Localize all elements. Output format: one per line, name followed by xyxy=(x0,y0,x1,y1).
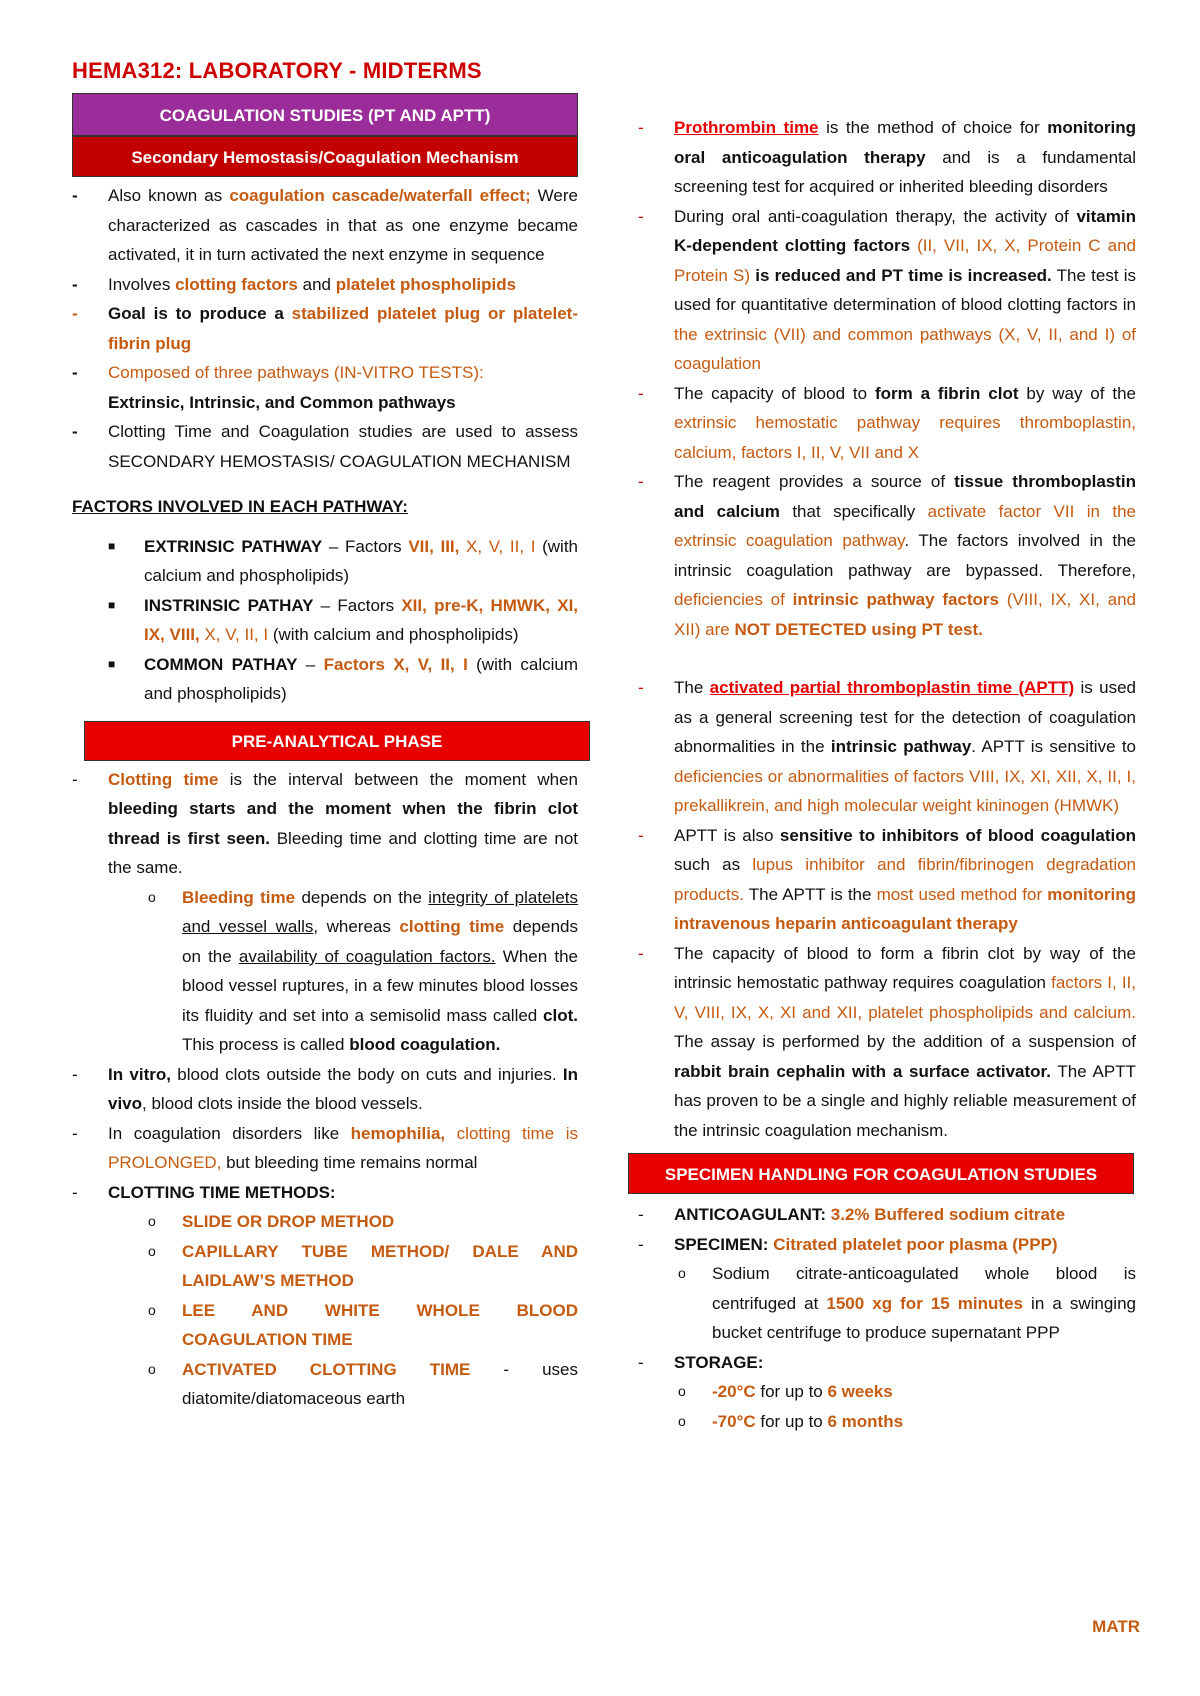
list-item: - STORAGE: xyxy=(638,1352,764,1372)
method-item: o LEE AND WHITE WHOLE BLOOD COAGULATION TIME xyxy=(148,1300,578,1349)
list-item: - The reagent provides a source of tissue thromboplastin and calcium that specifically activate factor VII in the extrinsic coagulation pathway. The factors involved in the intrinsic coagulation pathway are bypassed. Therefore, deficiencies of intrinsic pathway factors (VIII, IX, XI, and XII) are NOT DETECTED using PT test. xyxy=(638,472,1137,639)
list-item: - Composed of three pathways (IN-VITRO TESTS): Extrinsic, Intrinsic, and Common pathways xyxy=(72,363,484,412)
banner-secondary-hemostasis: Secondary Hemostasis/Coagulation Mechanism xyxy=(72,136,578,177)
banner-pre-analytical: PRE-ANALYTICAL PHASE xyxy=(84,721,590,761)
left-column xyxy=(72,93,578,1414)
list-item: - During oral anti-coagulation therapy, the activity of vitamin K-dependent clotting factors (II, VII, IX, X, Protein C and Protein S) is reduced and PT time is increased. The test is used for quantitative determination of blood clotting factors in the extrinsic (VII) and common pathways (X, V, II, and I) of coagulation xyxy=(638,206,1136,373)
sub-item: o Bleeding time depends on the integrity of platelets and vessel walls, whereas clotting time depends on the availability of coagulation factors. When the blood vessel ruptures, in a few minutes blood losses its fluidity and set into a semisolid mass called clot. This process is called blood coagulation. xyxy=(148,887,578,1054)
method-item: o CAPILLARY TUBE METHOD/ DALE AND LAIDLAW’S METHOD xyxy=(148,1241,578,1290)
list-item: - Clotting time is the interval between the moment when bleeding starts and the moment when the fibrin clot thread is first seen. Bleeding time and clotting time are not the same. xyxy=(72,769,579,877)
list-item: - Clotting Time and Coagulation studies are used to assess SECONDARY HEMOSTASIS/ COAGULATION MECHANISM xyxy=(72,422,578,471)
document-title: HEMA312: LABORATORY - MIDTERMS xyxy=(72,58,482,83)
factors-heading: FACTORS INVOLVED IN EACH PATHWAY: xyxy=(72,497,408,516)
list-item: - Also known as coagulation cascade/waterfall effect; Were characterized as cascades in that as one enzyme became activated, it in turn activated the next enzyme in sequence xyxy=(72,186,578,264)
list-item: - SPECIMEN: Citrated platelet poor plasma (PPP) xyxy=(638,1234,1058,1254)
list-item: - In vitro, blood clots outside the body on cuts and injuries. In vivo, blood clots inside the blood vessels. xyxy=(72,1064,578,1113)
list-item: - ANTICOAGULANT: 3.2% Buffered sodium citrate xyxy=(638,1205,1066,1224)
method-item: o SLIDE OR DROP METHOD xyxy=(148,1212,395,1231)
footer-initials: MATR xyxy=(1092,1617,1140,1636)
banner-specimen-handling: SPECIMEN HANDLING FOR COAGULATION STUDIES xyxy=(628,1153,1134,1194)
list-item: - Goal is to produce a stabilized platelet plug or platelet-fibrin plug xyxy=(72,304,578,353)
list-item: - The capacity of blood to form a fibrin clot by way of the extrinsic hemostatic pathway requires thromboplastin, calcium, factors I, II, V, VII and X xyxy=(638,383,1136,462)
list-item: - APTT is also sensitive to inhibitors of blood coagulation such as lupus inhibitor and fibrin/fibrinogen degradation products. The APTT is the most used method for monitoring intravenous heparin anticoagulant therapy xyxy=(638,825,1137,933)
method-item: o ACTIVATED CLOTTING TIME - uses diatomite/diatomaceous earth xyxy=(148,1359,578,1408)
list-item: - CLOTTING TIME METHODS: xyxy=(72,1182,336,1202)
banner-coagulation-studies: COAGULATION STUDIES (PT AND APTT) xyxy=(72,93,578,136)
right-column xyxy=(638,113,1136,1436)
list-item: - In coagulation disorders like hemophilia, clotting time is PROLONGED, but bleeding time remains normal xyxy=(72,1123,578,1172)
storage-item: o -70°C for up to 6 months xyxy=(678,1411,904,1431)
list-item: - Involves clotting factors and platelet phospholipids xyxy=(72,274,517,294)
list-item: - Prothrombin time is the method of choice for monitoring oral anticoagulation therapy and is a fundamental screening test for acquired or inherited bleeding disorders xyxy=(638,118,1136,196)
factor-item-intrinsic: ■ INSTRINSIC PATHAY – Factors XII, pre-K, HMWK, XI, IX, VIII, X, V, II, I (with calcium and phospholipids) xyxy=(108,595,579,644)
list-item: - The capacity of blood to form a fibrin clot by way of the intrinsic hemostatic pathway requires coagulation factors I, II, V, VIII, IX, X, XI and XII, platelet phospholipids and calcium. The assay is performed by the addition of a suspension of rabbit brain cephalin with a surface activator. The APTT has proven to be a single and highly reliable measurement of the intrinsic coagulation mechanism. xyxy=(638,943,1136,1140)
sub-item: o Sodium citrate-anticoagulated whole blood is centrifuged at 1500 xg for 15 minutes in a swinging bucket centrifuge to produce supernatant PPP xyxy=(678,1264,1136,1342)
storage-item: o -20°C for up to 6 weeks xyxy=(678,1382,893,1401)
factor-item-common: ■ COMMON PATHAY – Factors X, V, II, I (with calcium and phospholipids) xyxy=(108,654,578,703)
list-item: - The activated partial thromboplastin time (APTT) is used as a general screening test for the detection of coagulation abnormalities in the intrinsic pathway. APTT is sensitive to deficiencies or abnormalities of factors VIII, IX, XI, XII, X, II, I, prekallikrein, and high molecular weight kininogen (HMWK) xyxy=(638,678,1136,815)
factor-item-extrinsic: ■ EXTRINSIC PATHWAY – Factors VII, III, X, V, II, I (with calcium and phospholipids) xyxy=(108,536,578,585)
